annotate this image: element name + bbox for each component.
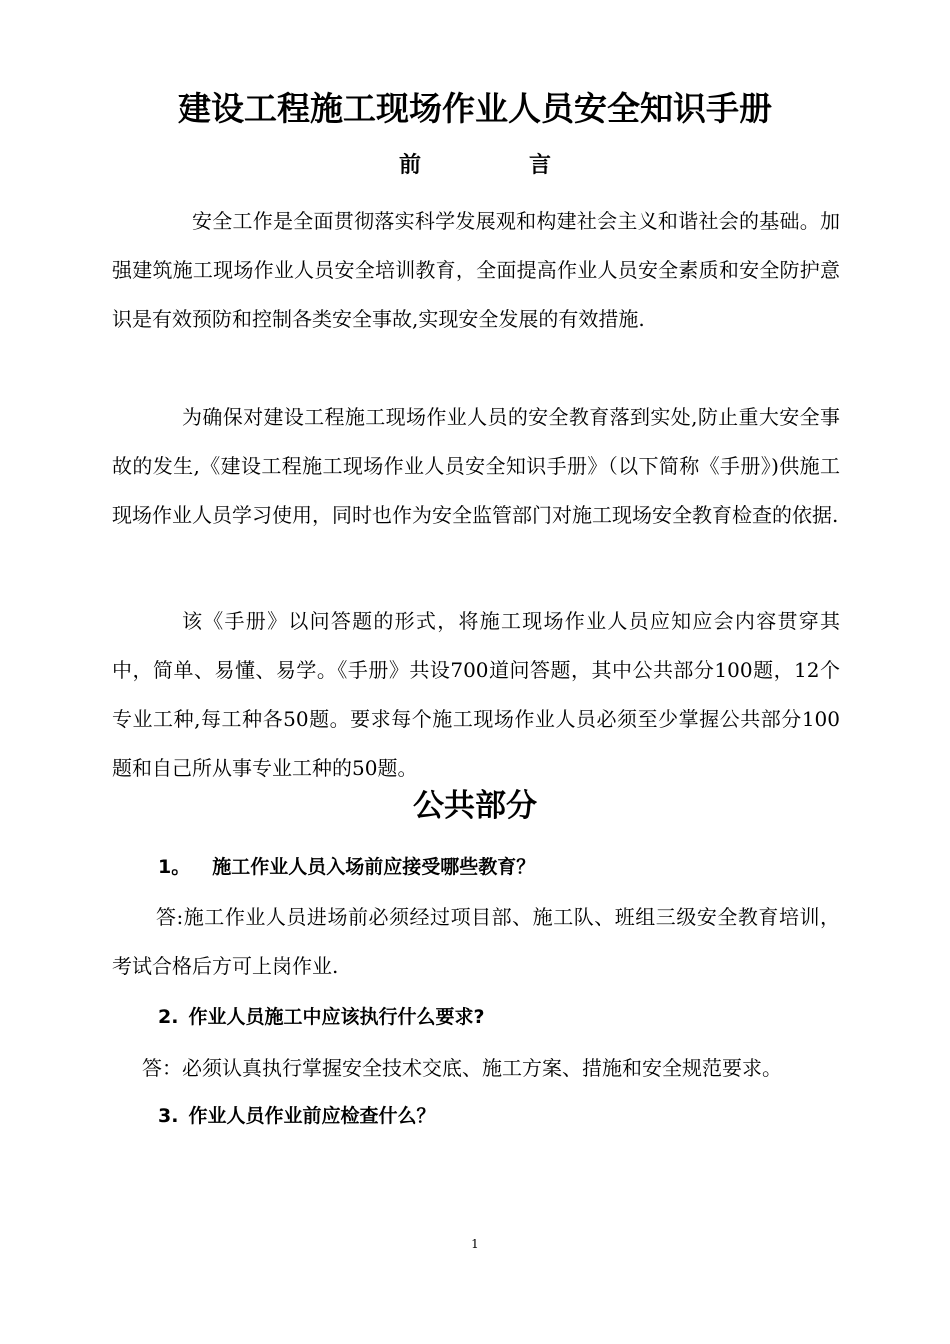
question-text: 作业人员施工中应该执行什么要求? <box>188 1006 485 1028</box>
answer-1: 答:施工作业人员进场前必须经过项目部、施工队、班组三级安全教育培训，考试合格后方可上岗作业. <box>112 905 840 978</box>
preface-heading-left: 前 <box>398 153 421 178</box>
document-title: 建设工程施工现场作业人员安全知识手册 <box>178 89 772 128</box>
question-2 <box>158 997 838 1037</box>
preface-paragraph-2: 为确保对建设工程施工现场作业人员的安全教育落到实处,防止重大安全事故的发生,《建设工程施工现场作业人员安全知识手册》（以下简称《手册》)供施工现场作业人员学习使用，同时也作为安全监管部门对施工现场安全教育检查的依据. <box>112 405 840 527</box>
section-heading: 公共部分 <box>413 788 537 824</box>
answer-2: 答：必须认真执行掌握安全技术交底、施工方案、措施和安全规范要求。 <box>142 1056 782 1080</box>
question-number: 3. <box>158 1105 179 1127</box>
preface-heading-right: 言 <box>529 153 552 178</box>
page-number: 1 <box>471 1237 479 1251</box>
question-text: 作业人员作业前应检查什么？ <box>188 1105 436 1127</box>
question-3 <box>158 1096 838 1136</box>
preface-paragraph-1: 安全工作是全面贯彻落实科学发展观和构建社会主义和谐社会的基础。加强建筑施工现场作业人员安全培训教育，全面提高作业人员安全素质和安全防护意识是有效预防和控制各类安全事故,实现安全发展的有效措施. <box>112 209 840 331</box>
question-text: 施工作业人员入场前应接受哪些教育？ <box>212 856 536 878</box>
preface-paragraph-3: 该《手册》以问答题的形式，将施工现场作业人员应知应会内容贯穿其中，简单、易懂、易学。《手册》共设700道问答题，其中公共部分100题，12个专业工种,每工种各50题。要求每个施工现场作业人员必须至少掌握公共部分100题和自己所从事专业工种的50题。 <box>112 609 840 780</box>
question-number: 1。 <box>158 856 191 878</box>
question-number: 2. <box>158 1006 179 1028</box>
question-1 <box>158 847 838 887</box>
preface-heading <box>0 148 950 184</box>
